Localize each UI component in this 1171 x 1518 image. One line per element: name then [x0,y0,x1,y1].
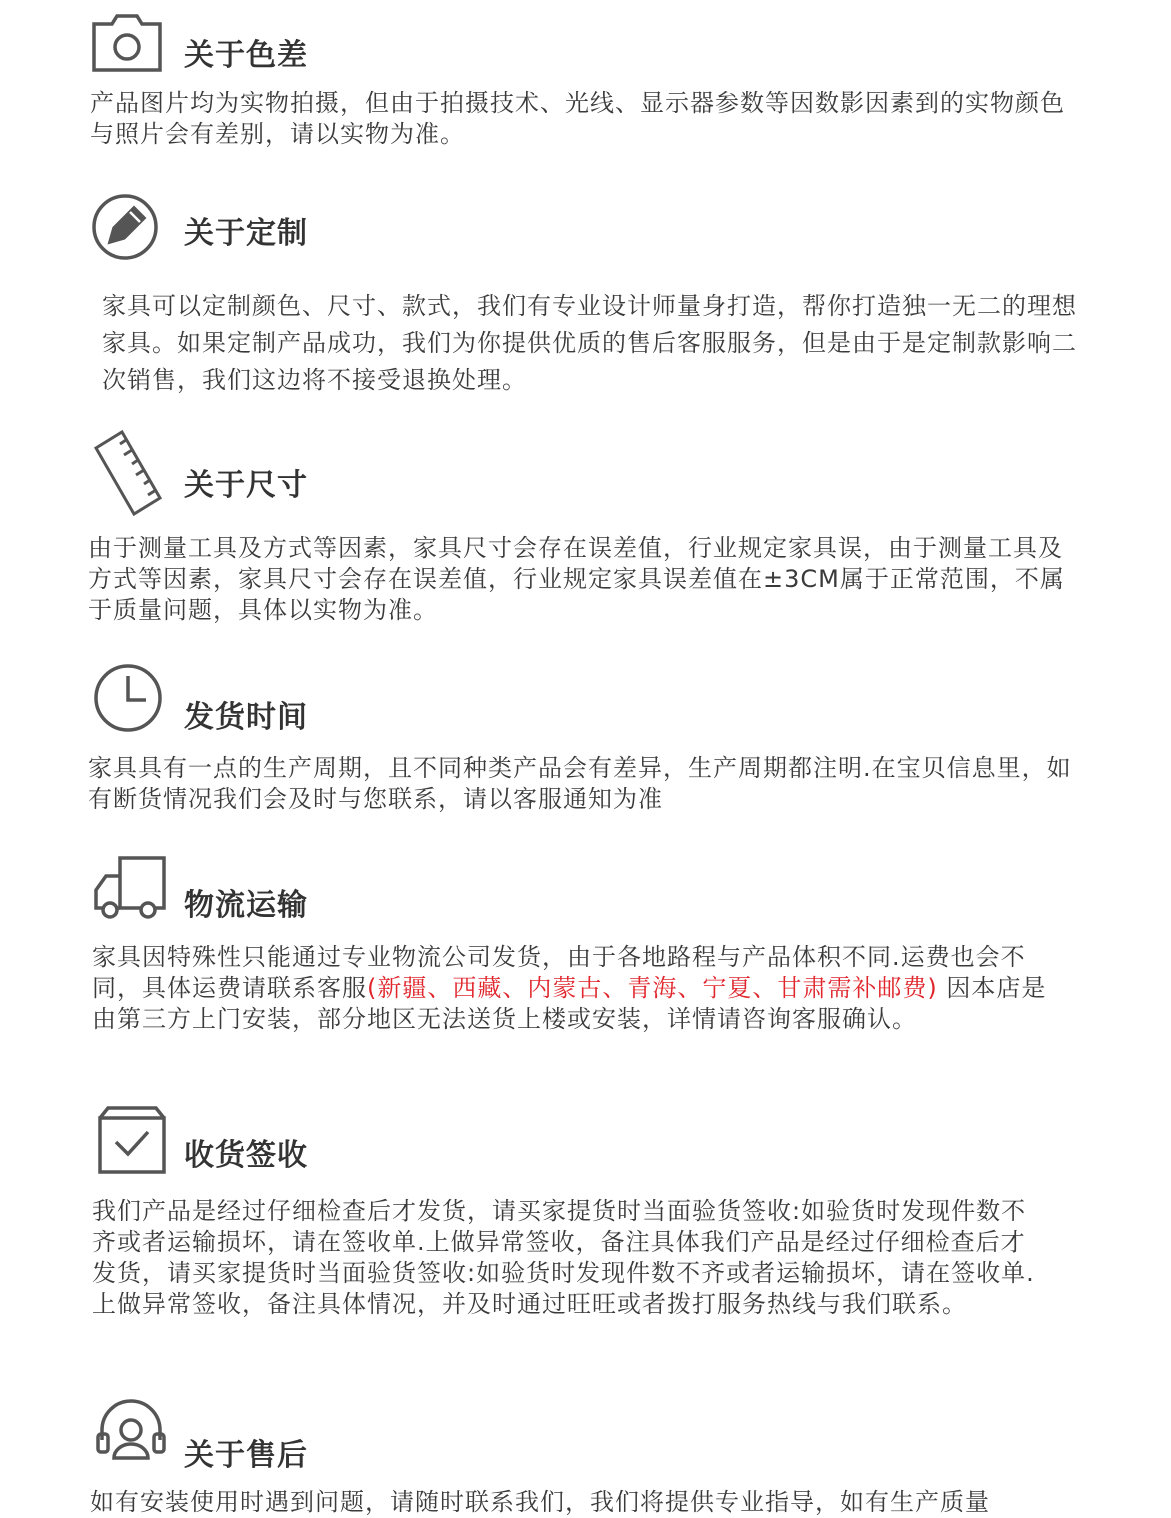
section-text: 由于测量工具及方式等因素，家具尺寸会存在误差值，行业规定家具误，由于测量工具及方式等因素，家具尺寸会存在误差值，行业规定家具误差值在±3CM属于正常范围，不属于质量问题，具体以实物为准。 [88,534,1065,624]
clock-icon [92,662,164,734]
section-title: 关于售后 [184,1438,308,1473]
pencil-edit-icon [90,192,160,262]
section-text [92,942,1067,1035]
section-text: 家具可以定制颜色、尺寸、款式，我们有专业设计师量身打造，帮你打造独一无二的理想家具。如果定制产品成功，我们为你提供优质的售后客服服务，但是由于是定制款影响二次销售，我们这边将不接受退换处理。 [102,292,1077,394]
headset-icon [94,1396,168,1470]
section-title: 收货签收 [184,1138,308,1173]
section-text: 产品图片均为实物拍摄，但由于拍摄技术、光线、显示器参数等因数影因素到的实物颜色与照片会有差别，请以实物为准。 [90,89,1065,148]
section-text [90,1487,1080,1516]
section-text: 家具具有一点的生产周期，且不同种类产品会有差异，生产周期都注明.在宝贝信息里，如有断货情况我们会及时与您联系，请以客服通知为准 [88,754,1072,813]
logistics-text-after: 因本店是由第三方上门安装，部分地区无法送货上楼或安装，详情请咨询客服确认。 [92,974,1047,1033]
ruler-icon [92,428,164,518]
section-title: 关于尺寸 [184,468,308,503]
checkbox-icon [96,1104,168,1176]
section-title: 物流运输 [184,888,308,923]
section-text: 我们产品是经过仔细检查后才发货，请买家提货时当面验货签收:如验货时发现件数不齐或者运输损坏，请在签收单.上做异常签收，备注具体我们产品是经过仔细检查后才发货，请买家提货时当面验货签收:如验货时发现件数不齐或者运输损坏，请在签收单.上做异常签收，备注具体情况，并及时通过旺旺或者拨打服务热线与我们联系。 [92,1197,1035,1318]
camera-icon [90,12,164,74]
section-title: 发货时间 [184,700,308,735]
section-title: 关于色差 [184,38,308,73]
truck-icon [92,852,168,922]
logistics-text-before: 家具因特殊性只能通过专业物流公司发货，由于各地路程与产品体积不同.运费也会不同，具体运费请联系客服 [92,943,1026,1002]
remote-region-note: (新疆、西藏、内蒙古、青海、宁夏、甘肃需补邮费) [367,974,938,1002]
section-title: 关于定制 [184,216,308,251]
section-text-line: 如有安装使用时遇到问题，请随时联系我们，我们将提供专业指导，如有生产质量 [90,1488,990,1516]
